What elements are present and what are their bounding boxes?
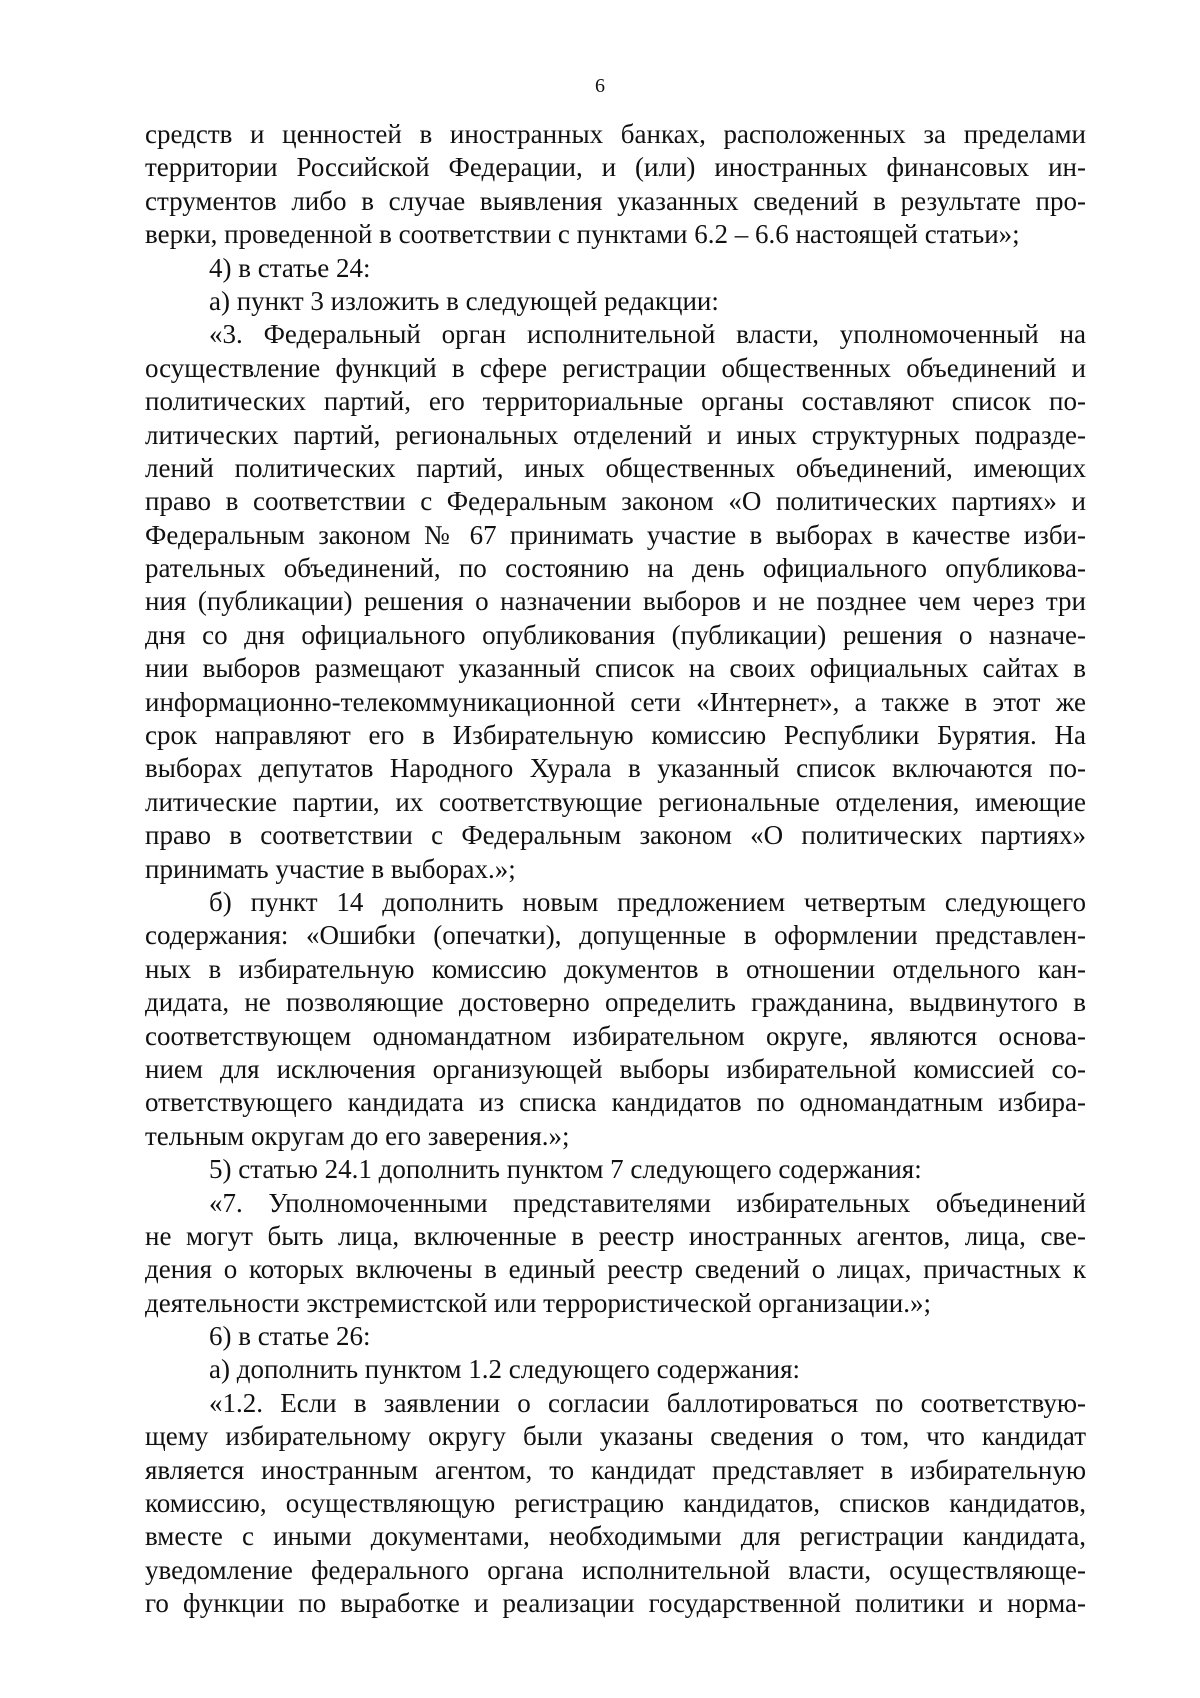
text-line: дидата, не позволяющие достоверно определить гражданина, выдвинутого в bbox=[145, 987, 1086, 1018]
text-line: осуществление функций в сфере регистрации общественных объединений и bbox=[145, 352, 1086, 383]
text-line: дения о которых включены в единый реестр сведений о лицах, причастных к bbox=[145, 1254, 1086, 1285]
text-line: деятельности экстремистской или террористической организации.»; bbox=[145, 1287, 931, 1318]
text-line: политических партий, его территориальные органы составляют список по- bbox=[145, 386, 1086, 417]
text-line: а) дополнить пунктом 1.2 следующего содержания: bbox=[209, 1354, 801, 1385]
text-line: «3. Федеральный орган исполнительной власти, уполномоченный на bbox=[209, 319, 1086, 350]
text-line: нии выборов размещают указанный список на своих официальных сайтах в bbox=[145, 653, 1086, 684]
document-body bbox=[145, 118, 1086, 1621]
text-line: является иностранным агентом, то кандидат представляет в избирательную bbox=[145, 1454, 1086, 1485]
text-line: содержания: «Ошибки (опечатки), допущенные в оформлении представлен- bbox=[145, 920, 1086, 951]
text-line: ния (публикации) решения о назначении выборов и не позднее чем через три bbox=[145, 586, 1086, 617]
text-line: нием для исключения организующей выборы избирательной комиссией со- bbox=[145, 1053, 1086, 1084]
text-line: «7. Уполномоченными представителями избирательных объединений bbox=[209, 1187, 1086, 1218]
text-line: вместе с иными документами, необходимыми для регистрации кандидата, bbox=[145, 1521, 1086, 1552]
text-line: ных в избирательную комиссию документов в отношении отдельного кан- bbox=[145, 953, 1086, 984]
text-line: Федеральным законом № 67 принимать участие в выборах в качестве изби- bbox=[145, 519, 1086, 550]
text-line: тельным округам до его заверения.»; bbox=[145, 1120, 570, 1151]
text-line: выборах депутатов Народного Хурала в указанный список включаются по- bbox=[145, 753, 1086, 784]
text-line: а) пункт 3 изложить в следующей редакции: bbox=[209, 285, 719, 316]
text-line: право в соответствии с Федеральным законом «О политических партиях» и bbox=[145, 486, 1086, 517]
text-line: струментов либо в случае выявления указанных сведений в результате про- bbox=[145, 185, 1086, 216]
text-line: щему избирательному округу были указаны сведения о том, что кандидат bbox=[145, 1421, 1086, 1452]
text-line: соответствующем одномандатном избирательном округе, являются основа- bbox=[145, 1020, 1086, 1051]
text-line: литических партий, региональных отделений и иных структурных подразде- bbox=[145, 419, 1086, 450]
text-line: принимать участие в выборах.»; bbox=[145, 853, 516, 884]
text-line: территории Российской Федерации, и (или) иностранных финансовых ин- bbox=[145, 152, 1086, 183]
text-line: ответствующего кандидата из списка кандидатов по одномандатным избира- bbox=[145, 1087, 1086, 1118]
text-line: комиссию, осуществляющую регистрацию кандидатов, списков кандидатов, bbox=[145, 1488, 1086, 1519]
text-line: лений политических партий, иных общественных объединений, имеющих bbox=[145, 452, 1086, 483]
text-line: верки, проведенной в соответствии с пунктами 6.2 – 6.6 настоящей статьи»; bbox=[145, 219, 1020, 250]
text-line: 4) в статье 24: bbox=[209, 252, 371, 283]
text-line: информационно-телекоммуникационной сети «Интернет», а также в этот же bbox=[145, 686, 1086, 717]
text-line: го функции по выработке и реализации государственной политики и норма- bbox=[145, 1588, 1086, 1619]
text-line: 6) в статье 26: bbox=[209, 1321, 371, 1352]
text-line: 5) статью 24.1 дополнить пунктом 7 следующего содержания: bbox=[209, 1154, 922, 1185]
text-line: дня со дня официального опубликования (публикации) решения о назначе- bbox=[145, 619, 1086, 650]
text-line: литические партии, их соответствующие региональные отделения, имеющие bbox=[145, 786, 1086, 817]
text-line: уведомление федерального органа исполнительной власти, осуществляюще- bbox=[145, 1554, 1086, 1585]
text-line: «1.2. Если в заявлении о согласии баллотироваться по соответствую- bbox=[209, 1387, 1086, 1418]
page-number: 6 bbox=[595, 75, 605, 97]
text-line: срок направляют его в Избирательную комиссию Республики Бурятия. На bbox=[145, 720, 1086, 751]
text-line: право в соответствии с Федеральным законом «О политических партиях» bbox=[145, 820, 1086, 851]
text-line: рательных объединений, по состоянию на день официального опубликова- bbox=[145, 553, 1086, 584]
text-line: средств и ценностей в иностранных банках, расположенных за пределами bbox=[145, 119, 1086, 149]
text-line: б) пункт 14 дополнить новым предложением четвертым следующего bbox=[209, 886, 1086, 917]
text-line: не могут быть лица, включенные в реестр иностранных агентов, лица, све- bbox=[145, 1220, 1086, 1251]
